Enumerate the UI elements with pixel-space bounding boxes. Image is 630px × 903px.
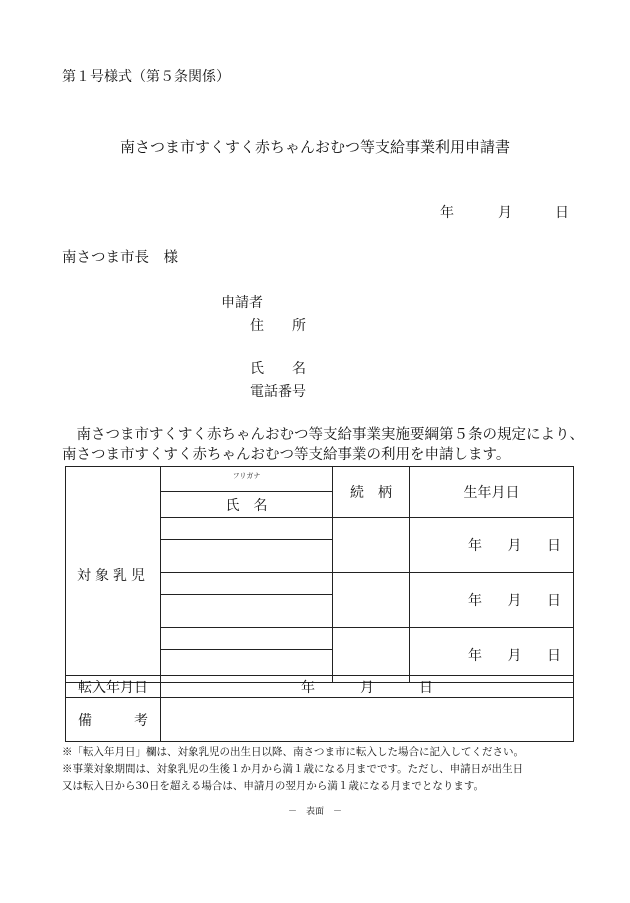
applicant-address-label: 住 所 [250, 318, 306, 334]
infant-2-furigana-field[interactable] [161, 573, 333, 595]
page-footer: － 表面 － [287, 807, 342, 817]
infant-3-furigana-field[interactable] [161, 628, 333, 650]
move-in-month-label: 月 [360, 679, 374, 696]
remarks-label: 備 考 [66, 698, 161, 742]
applicant-name-label: 氏 名 [250, 361, 306, 377]
applicant-phone-label: 電話番号 [250, 384, 306, 400]
infant-1-name-field[interactable] [161, 540, 333, 573]
form-number: 第１号様式（第５条関係） [62, 69, 230, 85]
application-table [65, 466, 574, 683]
applicant-heading: 申請者 [221, 295, 263, 311]
date-day-label: 日 [555, 205, 569, 221]
move-in-day-label: 日 [419, 679, 433, 696]
name-header: 氏 名 [161, 492, 333, 518]
infant-3-year-label: 年 [468, 648, 482, 664]
relation-header: 続 柄 [333, 467, 410, 518]
birthdate-header: 生年月日 [410, 467, 574, 518]
target-infant-label: 対象乳児 [66, 467, 161, 683]
furigana-header: フリガナ [161, 467, 333, 492]
document-title: 南さつま市すくすく赤ちゃんおむつ等支給事業利用申請書 [119, 138, 510, 156]
declaration-line-2: 南さつま市すくすく赤ちゃんおむつ等支給事業の利用を申請します。 [62, 447, 511, 463]
declaration-line-1: 南さつま市すくすく赤ちゃんおむつ等支給事業実施要綱第５条の規定により、 [62, 427, 584, 443]
infant-1-month-label: 月 [507, 538, 522, 554]
note-line-1: ※「転入年月日」欄は、対象乳児の出生日以降、南さつま市に転入した場合に記入してください。 [62, 746, 524, 758]
remarks-field[interactable] [161, 698, 574, 742]
infant-1-furigana-field[interactable] [161, 518, 333, 540]
date-year-label: 年 [440, 205, 454, 221]
move-in-date-field[interactable] [161, 676, 574, 698]
move-in-remarks-table [65, 675, 574, 742]
infant-2-relation-field[interactable] [333, 573, 410, 628]
move-in-year-label: 年 [301, 679, 315, 696]
infant-2-birthdate-field[interactable] [410, 573, 574, 628]
date-month-label: 月 [498, 205, 512, 221]
infant-2-year-label: 年 [468, 593, 482, 609]
move-in-date-label: 転入年月日 [66, 676, 161, 698]
infant-3-month-label: 月 [507, 648, 522, 664]
infant-2-name-field[interactable] [161, 595, 333, 628]
note-line-3: 又は転入日から30日を超える場合は、申請月の翌月から満１歳になる月までとなります。 [62, 780, 485, 792]
infant-3-day-label: 日 [547, 648, 561, 664]
note-line-2: ※事業対象期間は、対象乳児の生後１か月から満１歳になる月までです。ただし、申請日が出生日 [62, 763, 524, 775]
infant-1-day-label: 日 [547, 538, 561, 554]
infant-2-month-label: 月 [507, 593, 522, 609]
addressee: 南さつま市長 様 [62, 250, 178, 266]
infant-2-day-label: 日 [547, 593, 561, 609]
infant-1-relation-field[interactable] [333, 518, 410, 573]
infant-1-year-label: 年 [468, 538, 482, 554]
infant-1-birthdate-field[interactable] [410, 518, 574, 573]
